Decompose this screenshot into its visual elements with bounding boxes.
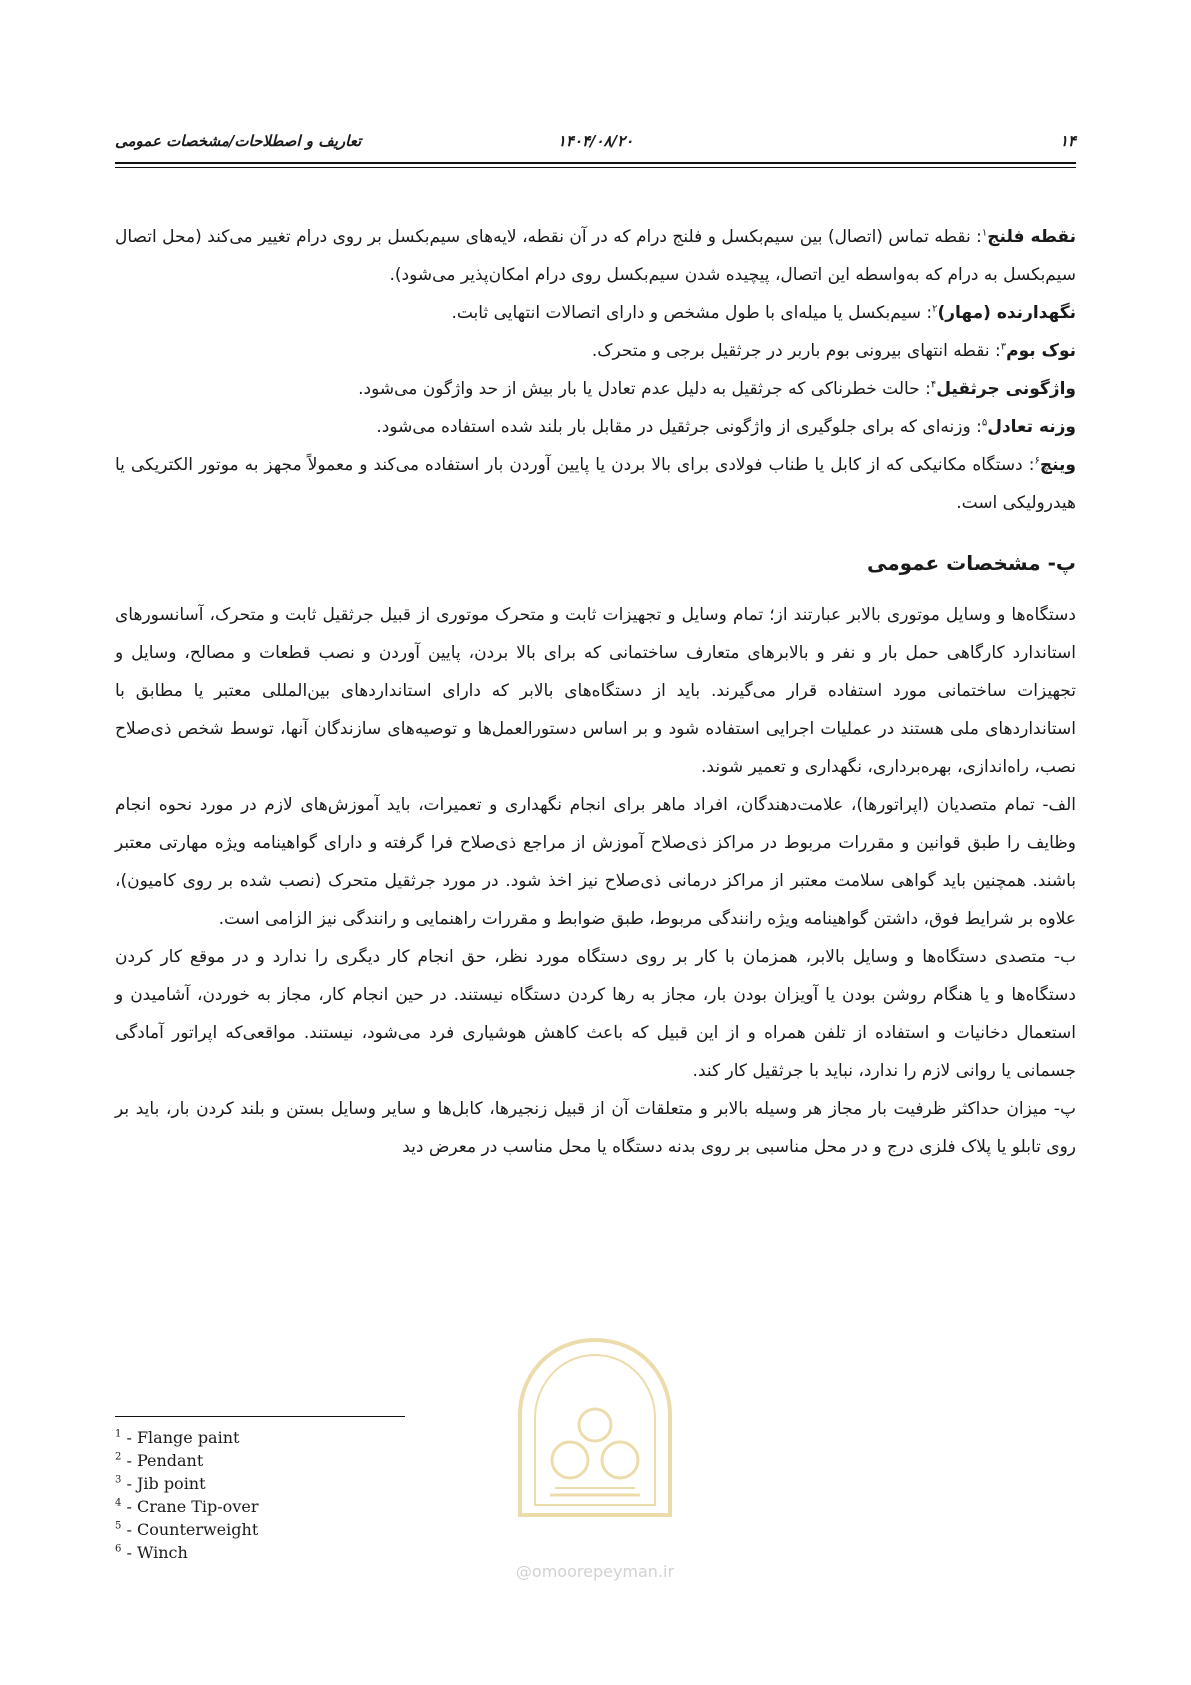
definition-flange-point — [115, 218, 1076, 294]
definition-term: وزنه تعادل — [987, 417, 1076, 437]
footnote-number: 2 — [115, 1451, 122, 1463]
definition-crane-tipover — [115, 370, 1076, 408]
definition-jib-point — [115, 332, 1076, 370]
definition-pendant — [115, 294, 1076, 332]
paragraph-alef: الف- تمام متصدیان (اپراتورها)، علامت‌دهندگان، افراد ماهر برای انجام نگهداری و تعمیرات، باید آموزش‌های لازم در مورد نحوه انجام وظایف را طبق قوانین و مقررات مربوط در مراکز ذی‌صلاح آموزش از مراجع ذی‌صلاح فرا گرفته و دارای گواهینامه ویژه مهارتی معتبر باشند. همچنین باید گواهی سلامت معتبر از مراکز درمانی ذی‌صلاح نیز اخذ شود. در مورد جرثقیل متحرک (نصب شده بر روی کامیون)، علاوه بر شرایط فوق، داشتن گواهینامه ویژه رانندگی مربوط، طبق ضوابط و مقررات راهنمایی و رانندگی نیز الزامی است. — [115, 795, 1076, 929]
watermark-text: @omoorepeyman.ir — [515, 1562, 675, 1581]
footnote-number: 6 — [115, 1543, 122, 1555]
definition-text: : نقطه تماس (اتصال) بین سیم‌بکسل و فلنج درام که در آن نقطه، لایه‌های سیم‌بکسل بر روی درام تغییر می‌کند (محل اتصال سیم‌بکسل به درام که به‌واسطه این اتصال، پیچیده شدن سیم‌بکسل روی درام امکان‌پذیر می‌شود). — [115, 227, 1076, 285]
page-header — [115, 132, 1076, 162]
footnote-number: 3 — [115, 1474, 122, 1486]
footnote-item — [115, 1472, 258, 1495]
definition-term: نوک بوم — [1006, 341, 1076, 361]
definition-text: : نقطه انتهای بیرونی بوم باربر در جرثقیل برجی و متحرک. — [591, 341, 1001, 361]
footnote-item — [115, 1541, 258, 1564]
footnote-ref: ۳ — [1000, 341, 1007, 353]
page-body — [115, 218, 1076, 1166]
definition-text: : حالت خطرناکی که جرثقیل به دلیل عدم تعادل یا بار بیش از حد واژگون می‌شود. — [358, 379, 931, 399]
footnote-text: - Crane Tip-over — [121, 1497, 259, 1516]
definition-term: نقطه فلنج — [987, 227, 1076, 247]
header-rule-thick — [115, 162, 1076, 164]
footnote-ref: ۲ — [932, 303, 938, 315]
footnote-ref: ۵ — [981, 417, 988, 429]
footnote-text: - Pendant — [121, 1451, 204, 1470]
paragraph-be: ب- متصدی دستگاه‌ها و وسایل بالابر، همزمان با کار بر روی دستگاه مورد نظر، حق انجام کار دیگری را ندارد و در موقع کار کردن دستگاه‌ها و یا هنگام روشن بودن یا آویزان بودن بار، مجاز به رها کردن دستگاه نیستند. در حین انجام کار، مجاز به خوردن، آشامیدن و استعمال دخانیات و استفاده از تلفن همراه و از این قبیل که باعث کاهش هوشیاری فرد می‌شود، نیستند. مواقعی‌که اپراتور آمادگی جسمانی یا روانی لازم را ندارد، نباید با جرثقیل کار کند. — [115, 947, 1076, 1081]
definition-winch — [115, 446, 1076, 522]
footnote-number: 5 — [115, 1520, 122, 1532]
footnote-number: 1 — [115, 1428, 122, 1440]
definition-counterweight — [115, 408, 1076, 446]
footnote-text: - Flange paint — [121, 1428, 240, 1447]
definition-term: واژگونی جرثقیل — [936, 379, 1076, 399]
definition-text: : وزنه‌ای که برای جلوگیری از واژگونی جرثقیل در مقابل بار بلند شده استفاده می‌شود. — [376, 417, 982, 437]
paragraph-intro: دستگاه‌ها و وسایل موتوری بالابر عبارتند از؛ تمام وسایل و تجهیزات ثابت و متحرک موتوری از قبیل جرثقیل ثابت و متحرک، آسانسورهای استاندارد کارگاهی حمل بار و نفر و بالابرهای متعارف ساختمانی که برای بالا بردن، پایین آوردن و نصب قطعات و مصالح، وسایل و تجهیزات ساختمانی مورد استفاده قرار می‌گیرند. باید از دستگاه‌های بالابر که دارای استانداردهای بین‌المللی معتبر یا مطابق با استانداردهای ملی هستند در عملیات اجرایی استفاده شود و بر اساس دستورالعمل‌ها و توصیه‌های سازندگان آنها، توسط شخص ذی‌صلاح نصب، راه‌اندازی، بهره‌برداری، نگهداری و تعمیر شوند. — [115, 605, 1076, 777]
definition-term: نگهدارنده (مهار) — [937, 303, 1076, 323]
footnote-item — [115, 1426, 258, 1449]
page-number: ۱۴ — [1059, 132, 1076, 150]
watermark-logo — [490, 1310, 700, 1600]
footnote-number: 4 — [115, 1497, 122, 1509]
definition-text: : دستگاه مکانیکی که از کابل یا طناب فولادی برای بالا بردن یا پایین آوردن بار استفاده می‌کند و معمولاً مجهز به موتور الکتریکی یا هیدرولیکی است. — [115, 455, 1076, 513]
paragraph-pe: پ- میزان حداکثر ظرفیت بار مجاز هر وسیله بالابر و متعلقات آن از قبیل زنجیرها، کابل‌ها و سایر وسایل بستن و بلند کردن بار، باید بر روی تابلو یا پلاک فلزی درج و در محل مناسبی بر روی بدنه دستگاه یا محل مناسب در معرض دید — [115, 1099, 1076, 1157]
footnote-ref: ۴ — [930, 379, 937, 391]
definition-text: : سیم‌بکسل یا میله‌ای با طول مشخص و دارای اتصالات انتهایی ثابت. — [451, 303, 933, 323]
footnote-text: - Winch — [121, 1543, 188, 1562]
footnote-separator — [115, 1416, 405, 1417]
footnote-ref: ۱ — [981, 227, 988, 239]
footnotes — [115, 1426, 258, 1564]
footnote-item — [115, 1449, 258, 1472]
seal-icon — [490, 1310, 700, 1560]
definition-term: وینچ — [1039, 455, 1076, 475]
footnote-item — [115, 1495, 258, 1518]
header-date: ۱۴۰۴/۰۸/۲۰ — [557, 132, 634, 150]
footnote-item — [115, 1518, 258, 1541]
section-heading: پ- مشخصات عمومی — [866, 551, 1076, 575]
footnote-text: - Counterweight — [121, 1520, 259, 1539]
header-title: تعاریف و اصطلاحات/مشخصات عمومی — [115, 132, 362, 150]
header-rule-thin — [115, 167, 1076, 168]
footnote-ref: ۶ — [1034, 455, 1040, 467]
footnote-text: - Jib point — [121, 1474, 206, 1493]
